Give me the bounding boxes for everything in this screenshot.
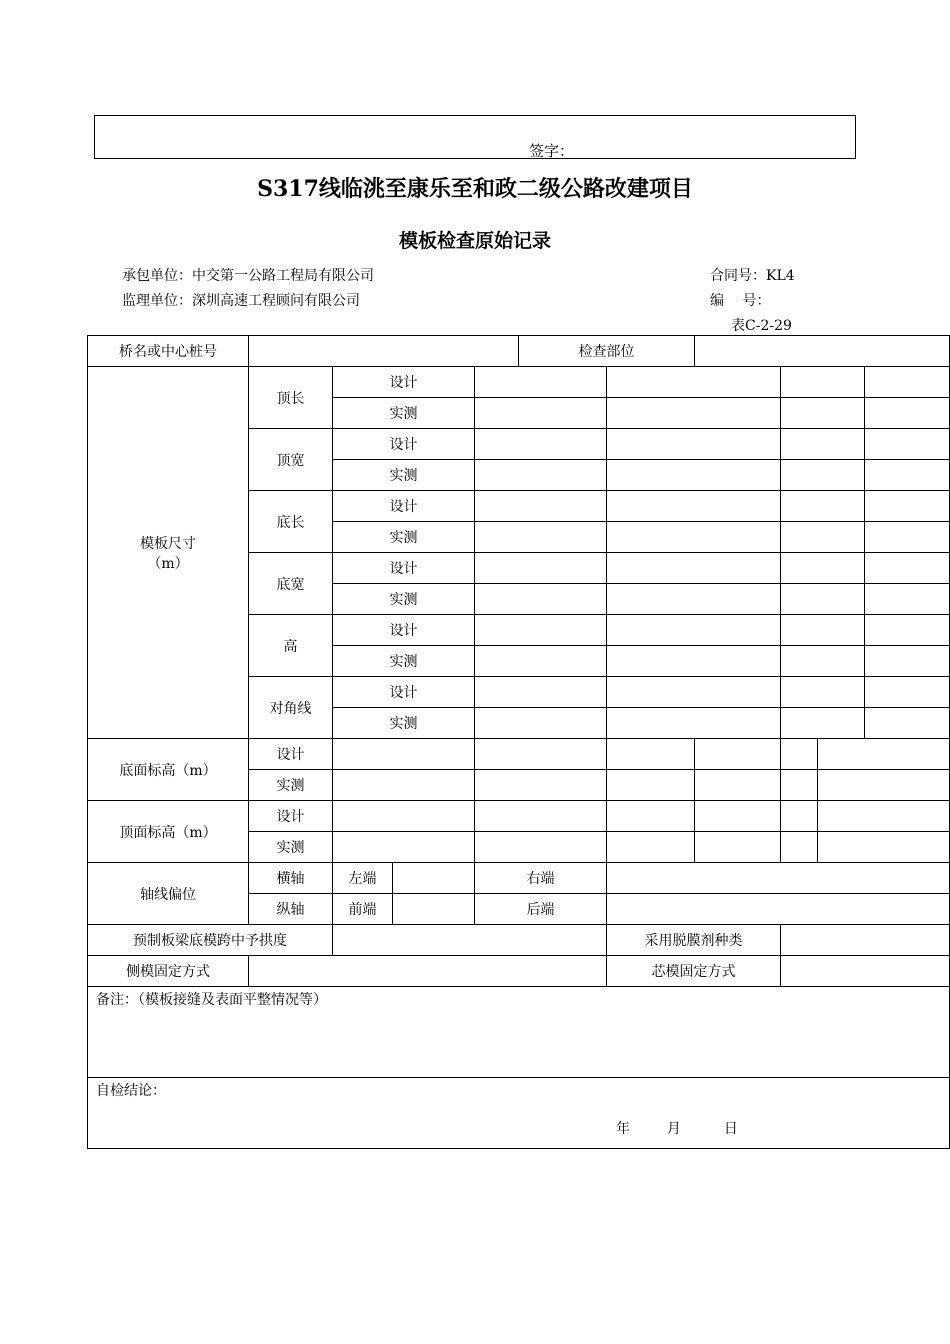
cell[interactable] (607, 739, 695, 770)
bottom-elev-row (88, 739, 950, 770)
conclusion-label: 自检结论： (96, 1083, 166, 1099)
cell[interactable] (333, 770, 475, 801)
cell[interactable] (607, 367, 781, 398)
core-form-label: 芯模固定方式 (607, 956, 781, 987)
cell[interactable] (818, 832, 950, 863)
measured-label: 实测 (333, 460, 475, 491)
remarks-label: 备注：（模板接缝及表面平整情况等） (96, 992, 327, 1008)
cell[interactable] (607, 770, 695, 801)
cell[interactable] (333, 801, 475, 832)
cell[interactable] (607, 677, 781, 708)
measured-label: 实测 (333, 708, 475, 739)
date-month: 月 (666, 1121, 681, 1137)
remarks-field[interactable] (88, 987, 950, 1078)
design-label: 设计 (333, 615, 475, 646)
cell[interactable] (607, 708, 781, 739)
inspect-part-value[interactable] (695, 336, 950, 367)
cell[interactable] (475, 832, 607, 863)
dim-label: 底宽 (249, 553, 333, 615)
cell[interactable] (781, 522, 865, 553)
serial-number: 编 号： (710, 293, 771, 309)
cell[interactable] (865, 522, 950, 553)
inspection-table (87, 335, 950, 1149)
front-end-label: 前端 (333, 894, 393, 925)
cell[interactable] (475, 801, 607, 832)
cell[interactable] (865, 708, 950, 739)
cell[interactable] (781, 367, 865, 398)
cell[interactable] (475, 398, 607, 429)
rear-end-value[interactable] (607, 894, 950, 925)
cell[interactable] (607, 584, 781, 615)
cell[interactable] (475, 491, 607, 522)
cell[interactable] (865, 646, 950, 677)
cell[interactable] (781, 429, 865, 460)
inspect-part-label: 检查部位 (519, 336, 695, 367)
left-end-value[interactable] (393, 863, 475, 894)
cell[interactable] (475, 460, 607, 491)
measured-label: 实测 (333, 646, 475, 677)
date-year: 年 (616, 1121, 630, 1137)
design-label: 设计 (333, 367, 475, 398)
cell[interactable] (475, 522, 607, 553)
cell[interactable] (607, 615, 781, 646)
top-elev-row (88, 801, 950, 832)
cell[interactable] (865, 615, 950, 646)
front-end-value[interactable] (393, 894, 475, 925)
cell[interactable] (865, 584, 950, 615)
cell[interactable] (865, 398, 950, 429)
design-label: 设计 (333, 491, 475, 522)
cell[interactable] (475, 770, 607, 801)
project-title: S317线临洮至康乐至和政二级公路改建项目 (257, 176, 693, 202)
cell[interactable] (781, 398, 865, 429)
cell[interactable] (781, 553, 865, 584)
side-form-value[interactable] (249, 956, 607, 987)
cell[interactable] (607, 429, 781, 460)
design-label: 设计 (249, 739, 333, 770)
bridge-row (88, 336, 950, 367)
left-end-label: 左端 (333, 863, 393, 894)
supervisor: 监理单位：深圳高速工程顾问有限公司 (122, 293, 360, 309)
bottom-elev-label: 底面标高（m） (88, 739, 249, 801)
cell[interactable] (607, 553, 781, 584)
cell[interactable] (475, 584, 607, 615)
dim-label: 顶宽 (249, 429, 333, 491)
cell[interactable] (865, 677, 950, 708)
remarks-row (88, 987, 950, 1078)
cell[interactable] (781, 584, 865, 615)
cell[interactable] (607, 832, 695, 863)
cell[interactable] (865, 367, 950, 398)
conclusion-field[interactable] (88, 1078, 950, 1149)
cell[interactable] (818, 801, 950, 832)
cell[interactable] (781, 832, 818, 863)
longitudinal-axis-label: 纵轴 (249, 894, 333, 925)
design-label: 设计 (333, 429, 475, 460)
contract-number: 合同号：KL4 (710, 268, 795, 284)
cell[interactable] (475, 429, 607, 460)
dim-row (88, 367, 950, 398)
cell[interactable] (781, 770, 818, 801)
bridge-value[interactable] (249, 336, 519, 367)
cell[interactable] (695, 801, 781, 832)
transverse-axis-label: 横轴 (249, 863, 333, 894)
cell[interactable] (333, 832, 475, 863)
cell[interactable] (818, 770, 950, 801)
camber-value[interactable] (333, 925, 607, 956)
cell[interactable] (695, 739, 781, 770)
form-title: 模板检查原始记录 (398, 230, 551, 252)
measured-label: 实测 (333, 398, 475, 429)
right-end-label: 右端 (475, 863, 607, 894)
measured-label: 实测 (333, 522, 475, 553)
axis-offset-label: 轴线偏位 (88, 863, 249, 925)
cell[interactable] (781, 491, 865, 522)
cell[interactable] (818, 739, 950, 770)
measured-label: 实测 (249, 770, 333, 801)
measured-label: 实测 (249, 832, 333, 863)
signature-box (94, 115, 856, 159)
measured-label: 实测 (333, 584, 475, 615)
cell[interactable] (781, 646, 865, 677)
bridge-label: 桥名或中心桩号 (88, 336, 249, 367)
camber-row (88, 925, 950, 956)
cell[interactable] (607, 801, 695, 832)
release-agent-label: 采用脱膜剂种类 (607, 925, 781, 956)
dim-label: 高 (249, 615, 333, 677)
cell[interactable] (475, 677, 607, 708)
cell[interactable] (607, 398, 781, 429)
cell[interactable] (865, 491, 950, 522)
cell[interactable] (475, 367, 607, 398)
table-number: 表C-2-29 (731, 318, 792, 334)
formwork-size-label: 模板尺寸 （m） (88, 367, 249, 739)
axis-row (88, 863, 950, 894)
release-agent-value[interactable] (781, 925, 950, 956)
design-label: 设计 (249, 801, 333, 832)
signature-label: 签字： (529, 142, 575, 160)
cell[interactable] (781, 708, 865, 739)
cell[interactable] (333, 739, 475, 770)
design-label: 设计 (333, 553, 475, 584)
rear-end-label: 后端 (475, 894, 607, 925)
conclusion-row (88, 1078, 950, 1149)
cell[interactable] (695, 832, 781, 863)
camber-label: 预制板梁底模跨中予拱度 (88, 925, 333, 956)
top-elev-label: 顶面标高（m） (88, 801, 249, 863)
cell[interactable] (607, 491, 781, 522)
cell[interactable] (475, 646, 607, 677)
cell[interactable] (475, 708, 607, 739)
date-day: 日 (723, 1121, 738, 1137)
cell[interactable] (781, 739, 818, 770)
cell[interactable] (865, 553, 950, 584)
cell[interactable] (865, 460, 950, 491)
cell[interactable] (607, 522, 781, 553)
cell[interactable] (475, 553, 607, 584)
cell[interactable] (865, 429, 950, 460)
core-form-value[interactable] (781, 956, 950, 987)
dim-label: 顶长 (249, 367, 333, 429)
cell[interactable] (781, 801, 818, 832)
cell[interactable] (607, 460, 781, 491)
form-fix-row (88, 956, 950, 987)
side-form-label: 侧模固定方式 (88, 956, 249, 987)
dim-label: 对角线 (249, 677, 333, 739)
design-label: 设计 (333, 677, 475, 708)
cell[interactable] (475, 739, 607, 770)
contractor: 承包单位：中交第一公路工程局有限公司 (122, 268, 374, 284)
right-end-value[interactable] (607, 863, 950, 894)
cell[interactable] (695, 770, 781, 801)
cell[interactable] (781, 677, 865, 708)
cell[interactable] (475, 615, 607, 646)
cell[interactable] (607, 646, 781, 677)
cell[interactable] (781, 460, 865, 491)
cell[interactable] (781, 615, 865, 646)
dim-label: 底长 (249, 491, 333, 553)
date (616, 1118, 738, 1138)
